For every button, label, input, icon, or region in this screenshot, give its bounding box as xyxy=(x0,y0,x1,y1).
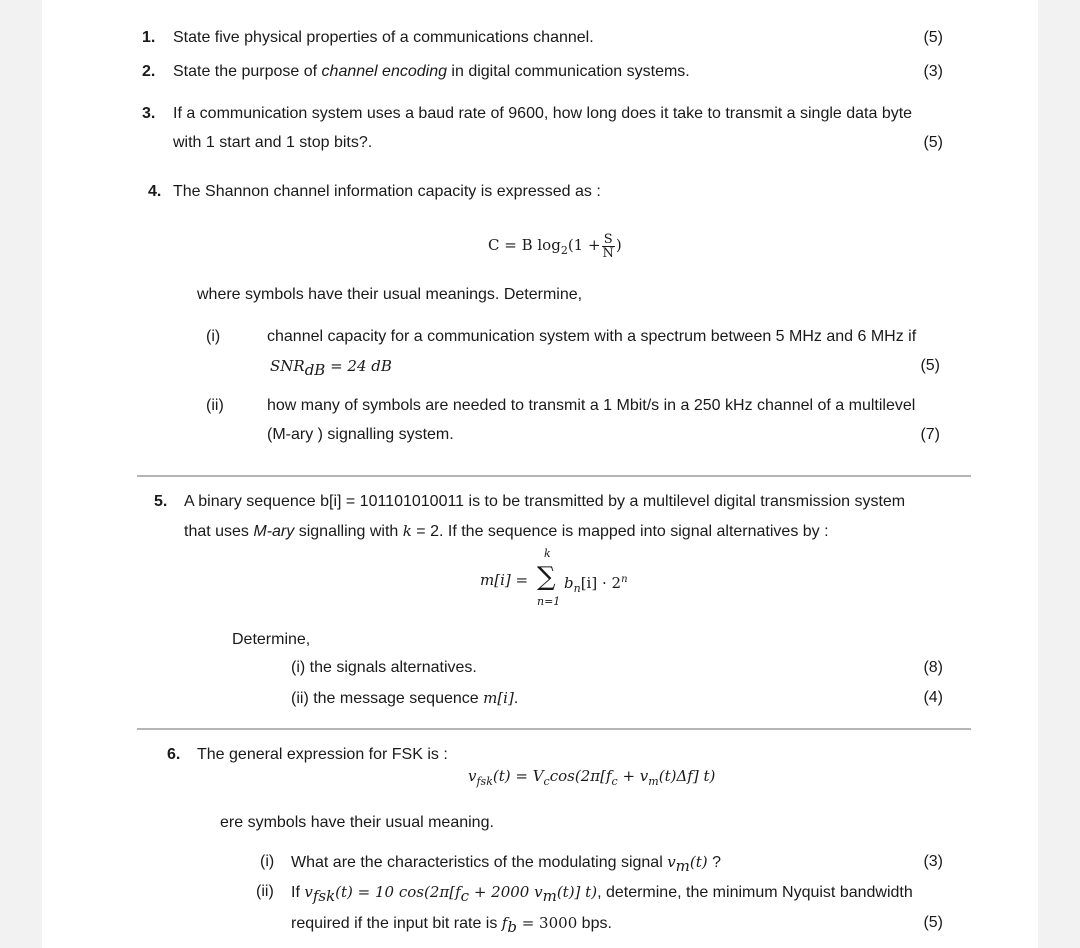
rhs-rest: [i] · 2 xyxy=(580,574,622,592)
q4-text: The Shannon channel information capacity is expressed as : xyxy=(173,183,601,200)
q5-k: k xyxy=(402,522,412,540)
q5-part-ii-marks: (4) xyxy=(923,689,943,706)
q6-math-sub: fsk xyxy=(312,887,336,906)
snr-subscript: dB xyxy=(304,361,326,380)
sum-upper: k xyxy=(544,547,551,560)
q6-text: The general expression for FSK is : xyxy=(197,746,448,763)
q4-part-i-text: channel capacity for a communication system with a spectrum between 5 MHz and 6 MHz if xyxy=(267,328,917,345)
q5-line1: A binary sequence b[i] = 101101010011 is to be transmitted by a multilevel digital transmission system xyxy=(184,493,906,510)
q6-part-i-rest: (t) xyxy=(689,853,708,871)
snr-value: = 24 dB xyxy=(325,357,392,375)
q6-part-i-text xyxy=(291,852,721,876)
snr-fraction xyxy=(602,233,615,260)
q6-part-ii-b: , determine, the minimum Nyquist bandwidth xyxy=(597,884,913,901)
q6-part-ii-line1 xyxy=(291,882,913,906)
fsk-mid: (t) = V xyxy=(492,767,544,785)
q6-math-sub2: c xyxy=(460,887,470,906)
q1-marks: (5) xyxy=(923,29,943,46)
fsk-rest2: + v xyxy=(617,767,649,785)
q3-number: 3. xyxy=(142,105,156,122)
q5-part-i-marks: (8) xyxy=(923,659,943,676)
q4-part-i-marks: (5) xyxy=(920,357,940,374)
q2-text-italic: channel encoding xyxy=(321,63,447,80)
q5-line2-b: signalling with xyxy=(294,523,403,540)
fsk-sub3: c xyxy=(611,775,618,788)
section-divider-2 xyxy=(137,728,971,730)
section-divider xyxy=(137,475,971,477)
fraction-denominator: N xyxy=(602,245,614,261)
q2-marks: (3) xyxy=(923,63,943,80)
q6-part-ii-marks: (5) xyxy=(923,914,943,931)
q4-part-i-label: (i) xyxy=(206,328,221,345)
fsk-sub: fsk xyxy=(476,775,493,788)
q5-line2-c: = 2. If the sequence is mapped into signal alternatives by : xyxy=(411,523,829,540)
q5-number: 5. xyxy=(154,493,168,510)
q6-math-v: v xyxy=(304,883,313,901)
q6-math-rest2: + 2000 v xyxy=(469,883,543,901)
q6-part-i-a: What are the characteristics of the modulating signal xyxy=(291,854,668,871)
fsk-rest: cos(2π[f xyxy=(549,767,612,785)
shannon-formula xyxy=(488,222,622,268)
fsk-rest3: (t)Δf] t) xyxy=(658,767,716,785)
shannon-paren: (1 + xyxy=(567,236,601,254)
q2-text-b: in digital communication systems. xyxy=(446,63,690,80)
q6-line2-a: required if the input bit rate is xyxy=(291,915,502,932)
shannon-log-base: 2 xyxy=(560,244,568,257)
q5-part-i: (i) the signals alternatives. xyxy=(291,659,477,676)
q6-part-i-end: ? xyxy=(707,854,721,871)
rhs-sub: n xyxy=(573,582,581,595)
shannon-lhs: C = B log xyxy=(488,236,561,254)
q5-line2 xyxy=(184,521,829,542)
sum-symbol: ∑ xyxy=(537,562,556,592)
q6-part-ii-line2 xyxy=(291,913,612,937)
q1-number: 1. xyxy=(142,29,156,46)
q5-part-ii-b: . xyxy=(513,690,519,707)
q6-part-ii-a: If xyxy=(291,884,305,901)
snr-symbol: SNR xyxy=(270,357,305,375)
q4-part-ii-label: (ii) xyxy=(206,397,224,414)
rhs-exponent: n xyxy=(621,574,628,585)
q3-marks: (5) xyxy=(923,134,943,151)
q6-part-ii-label: (ii) xyxy=(256,883,274,900)
q6-line2-rest: = 3000 xyxy=(516,914,578,932)
mapping-rhs xyxy=(564,570,628,599)
sum-lower: n=1 xyxy=(537,595,561,608)
q4-part-ii-line2: (M-ary ) signalling system. xyxy=(267,426,454,443)
shannon-close: ) xyxy=(615,236,622,254)
fsk-v: v xyxy=(468,767,477,785)
q5-determine: Determine, xyxy=(232,631,311,648)
q4-where: where symbols have their usual meanings. Determine, xyxy=(197,286,583,303)
q6-math-sub3: m xyxy=(542,887,557,906)
fsk-sub2: c xyxy=(543,775,550,788)
mapping-lhs: m[i] = xyxy=(480,571,529,589)
q6-part-i-sub: m xyxy=(675,857,690,876)
q3-line2: with 1 start and 1 stop bits?. xyxy=(173,134,373,151)
q5-mary: M-ary xyxy=(253,523,295,540)
q6-where: ere symbols have their usual meaning. xyxy=(220,814,494,831)
q6-part-i-marks: (3) xyxy=(923,853,943,870)
q2-number: 2. xyxy=(142,63,156,80)
q5-line2-a: that uses xyxy=(184,523,254,540)
q6-math-rest3: (t)] t) xyxy=(556,883,598,901)
q3-line1: If a communication system uses a baud rate of 9600, how long does it take to transmit a single data byte xyxy=(173,105,913,122)
q6-part-i-label: (i) xyxy=(260,853,275,870)
q4-part-ii-line1: how many of symbols are needed to transmit a 1 Mbit/s in a 250 kHz channel of a multilevel xyxy=(267,397,916,414)
fsk-formula xyxy=(468,766,715,792)
q6-line2-sub: b xyxy=(507,918,517,937)
q4-part-ii-marks: (7) xyxy=(920,426,940,443)
q4-number: 4. xyxy=(148,183,162,200)
q4-part-i-snr xyxy=(270,356,392,380)
q1-text: State five physical properties of a communications channel. xyxy=(173,29,594,46)
q5-part-ii-a: (ii) the message sequence xyxy=(291,690,484,707)
fraction-numerator: S xyxy=(602,233,615,247)
q6-line2-b: bps. xyxy=(577,915,612,932)
fsk-sub4: m xyxy=(648,775,659,788)
q2-text-a: State the purpose of xyxy=(173,63,322,80)
q6-math-rest: (t) = 10 cos(2π[f xyxy=(335,883,461,901)
q6-number: 6. xyxy=(167,746,181,763)
q5-part-ii-math: m[i] xyxy=(483,689,514,707)
q2-text xyxy=(173,62,690,82)
rhs-b: b xyxy=(564,574,574,592)
q5-part-ii xyxy=(291,688,518,709)
q6-line2-f: f xyxy=(501,914,508,932)
q6-part-i-math: v xyxy=(667,853,676,871)
